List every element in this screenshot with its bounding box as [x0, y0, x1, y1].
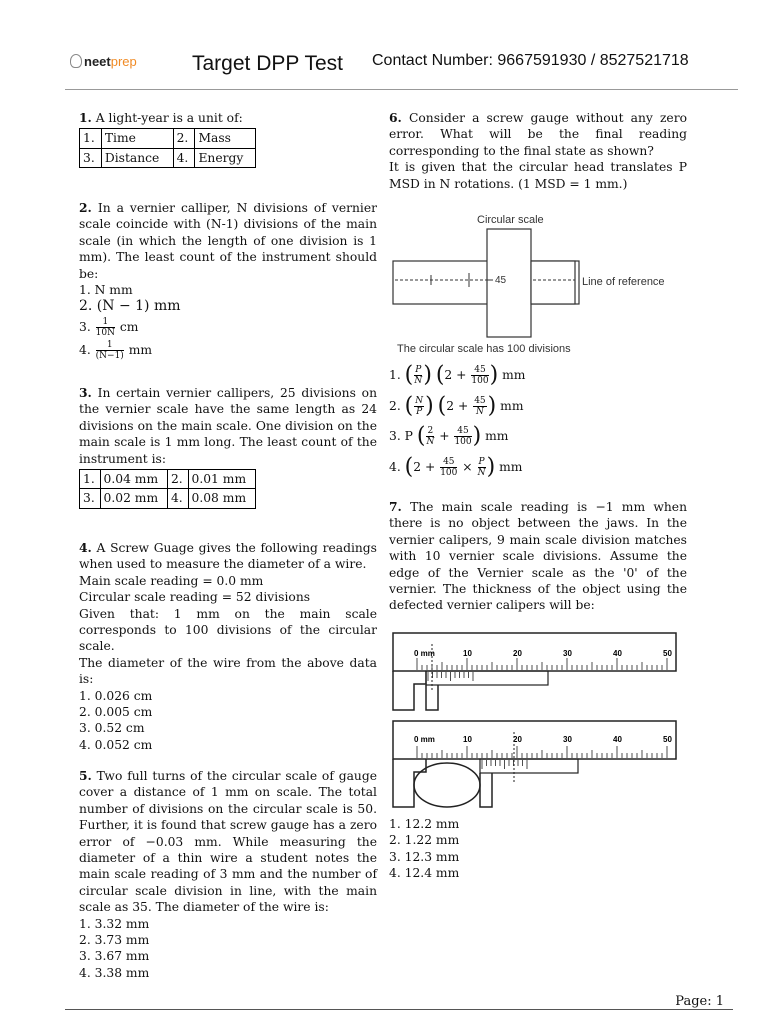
option-1: 1. 12.2 mm: [389, 817, 460, 831]
vernier-slide-bottom: [480, 759, 578, 773]
option-2: 2. 0.005 cm: [79, 705, 153, 720]
option-1: 1. ( $\frac{P}{N}$ ) (2 + $\frac{45}{100}$ ) mm: [389, 362, 526, 388]
options-table: 1. 0.04 mm 2. 0.01 mm 3. 0.02 mm 4. 0.08 mm: [79, 469, 256, 509]
tick-label-40b: 40: [613, 735, 622, 744]
contact-number: Contact Number: 9667591930 / 8527521718: [372, 52, 689, 69]
tick-label-40: 40: [613, 649, 622, 658]
tick-label-0: 0 mm: [414, 649, 435, 658]
tick-label-50b: 50: [663, 735, 672, 744]
option-2: 2. (N − 1) mm: [79, 298, 181, 315]
option-4: 4. 0.052 cm: [79, 737, 153, 752]
option-3: 3. 0.52 cm: [79, 721, 145, 736]
question-4: 4. A Screw Guage gives the following readings when used to measure the diameter of a wire. Main scale reading = 0.0 mm Circular scale reading = 52 divisions Given that: 1 mm on the main scale corresponds to 100 divisions of the circular scale. The diameter of the wire from the above data is: 1. 0.026 cm 2. 0.005 cm 3. 0.52 cm 4. 0.052 cm: [79, 540, 377, 752]
question-text: In certain vernier callipers, 25 divisions on the vernier scale have the same length as 24 divisions on the main scale. One division on the main scale is 1 mm long. The least count of the instrument is:: [79, 386, 377, 466]
option-3: 3. $\frac{1}{10N}$ cm: [79, 316, 139, 338]
movable-jaw-bottom: [480, 773, 492, 807]
page-title: Target DPP Test: [192, 52, 343, 75]
question-1: 1. A light-year is a unit of: 1. Time 2. Mass 3. Distance 4. Energy: [79, 110, 377, 168]
question-text: In a vernier calliper, N divisions of vernier scale coincide with (N-1) divisions of the main scale (in which the length of one division is 1 mm). The least count of the instrument should be:: [79, 201, 377, 281]
footer-divider: [65, 1009, 733, 1010]
main-scale-top: [393, 633, 676, 671]
main-scale-bottom: [393, 721, 676, 759]
figure-caption: The circular scale has 100 divisions: [397, 343, 571, 355]
option-3: 3. 12.3 mm: [389, 849, 460, 864]
question-5: 5. Two full turns of the circular scale of gauge cover a distance of 1 mm on scale. The total number of divisions on the circular scale is 50. Further, it is found that screw gauge has a zero error of −0.03 mm. While measuring the diameter of a thin wire a student notes the main scale reading of 3 mm and the number of circular scale division in line, with the main scale as 35. The diameter of the wire is: 1. 3.32 mm 2. 3.73 mm 3. 3.67 mm 4. 3.38 mm: [79, 768, 377, 980]
sleeve-right: [531, 261, 575, 304]
option-1: 1. N mm: [79, 283, 133, 298]
thimble: [487, 229, 531, 337]
question-7-options: [389, 816, 509, 882]
options-table: 1. Time 2. Mass 3. Distance 4. Energy: [79, 128, 256, 168]
question-text: A Screw Guage gives the following readings when used to measure the diameter of a wire.: [79, 541, 377, 572]
page-header: [0, 0, 768, 90]
question-6-options: [389, 360, 687, 482]
option-4: 4. (2 + $\frac{45}{100}$ × $\frac{P}{N}$ ) mm: [389, 454, 523, 479]
option-4: 4. 12.4 mm: [389, 866, 460, 881]
option-1: 1. 3.32 mm: [79, 916, 150, 931]
question-text: The main scale reading is −1 mm when there is no object between the jaws. In the vernier calipers, 9 main scale division matches with 10 vernier scale divisions. Assume the edge of the Vernier scale as the '0' of the vernier. The thickness of the object using the defected vernier calipers will be:: [389, 500, 687, 613]
tick-label-10b: 10: [463, 735, 472, 744]
main-scale-ticks-top: [417, 658, 667, 670]
header-divider: [65, 89, 738, 90]
logo-icon: [70, 54, 82, 68]
page-number: Page: 1: [675, 994, 724, 1009]
tick-label-50: 50: [663, 649, 672, 658]
line-of-reference-label: Line of reference: [582, 276, 665, 288]
question-text: Consider a screw gauge without any zero error. What will be the final reading corresponding to the final state as shown?: [389, 111, 687, 158]
circular-scale-label: Circular scale: [477, 214, 544, 226]
vernier-slide-top: [426, 671, 548, 685]
main-scale-ticks-bottom: [417, 746, 667, 758]
neetprep-logo: neetprep: [70, 54, 137, 69]
fixed-jaw-top: [393, 671, 426, 710]
tick-label-20b: 20: [513, 735, 522, 744]
question-text: A light-year is a unit of:: [95, 111, 243, 125]
tick-label-20: 20: [513, 649, 522, 658]
screw-gauge-figure: [389, 205, 689, 355]
tick-label-30b: 30: [563, 735, 572, 744]
option-2: 2. 1.22 mm: [389, 833, 460, 848]
option-2: 2. 3.73 mm: [79, 933, 150, 948]
vernier-ticks-top: [428, 672, 473, 681]
question-7: 7. The main scale reading is −1 mm when there is no object between the jaws. In the vernier calipers, 9 main scale division matches with 10 vernier scale divisions. Assume the edge of the Vernier scale as the '0' of the vernier. The thickness of the object using the defected vernier calipers will be:: [389, 499, 687, 613]
option-1: 1. 0.026 cm: [79, 688, 153, 703]
tick-label-10: 10: [463, 649, 472, 658]
object-circle: [414, 763, 480, 807]
question-text: Two full turns of the circular scale of gauge cover a distance of 1 mm on scale. The total number of divisions on the circular scale is 50. Further, it is found that screw gauge has a zero error of −0.03 mm. While measuring the diameter of a thin wire a student notes the main scale reading of 3 mm and the number of circular scale division in line, with the main scale as 35. The diameter of the wire is:: [79, 769, 377, 915]
question-2: 2. In a vernier calliper, N divisions of vernier scale coincide with (N-1) divisions of the main scale (in which the length of one division is 1 mm). The least count of the instrument should be: 1. N mm 2. (N − 1) mm 3. $\frac{1}{10N}$ cm 4. $\frac{1}{(N-1)}$ mm: [79, 200, 377, 361]
option-2: 2. ( $\frac{N}{P}$ ) (2 + $\frac{45}{N}$ ) mm: [389, 393, 524, 418]
option-3: 3. 3.67 mm: [79, 949, 150, 964]
question-3: 3. In certain vernier callipers, 25 divisions on the vernier scale have the same length as 24 divisions on the main scale. One division on the main scale is 1 mm long. The least count of the instrument is: 1. 0.04 mm 2. 0.01 mm 3. 0.02 mm 4. 0.08 mm: [79, 385, 377, 509]
question-6: 6. Consider a screw gauge without any zero error. What will be the final reading corresponding to the final state as shown? It is given that the circular head translates P MSD in N rotations. (1 MSD = 1 mm.): [389, 110, 687, 191]
tick-label-0b: 0 mm: [414, 735, 435, 744]
tick-label-30: 30: [563, 649, 572, 658]
fixed-jaw-bottom: [393, 759, 426, 807]
option-4: 4. $\frac{1}{(N-1)}$ mm: [79, 339, 153, 361]
circular-reading: 45: [495, 275, 507, 286]
option-3: 3. P ( $\frac{2}{N}$ + $\frac{45}{100}$ ) mm: [389, 423, 509, 449]
option-4: 4. 3.38 mm: [79, 965, 150, 980]
vernier-caliper-figure: [392, 632, 684, 817]
vernier-ticks-bottom: [482, 760, 527, 769]
